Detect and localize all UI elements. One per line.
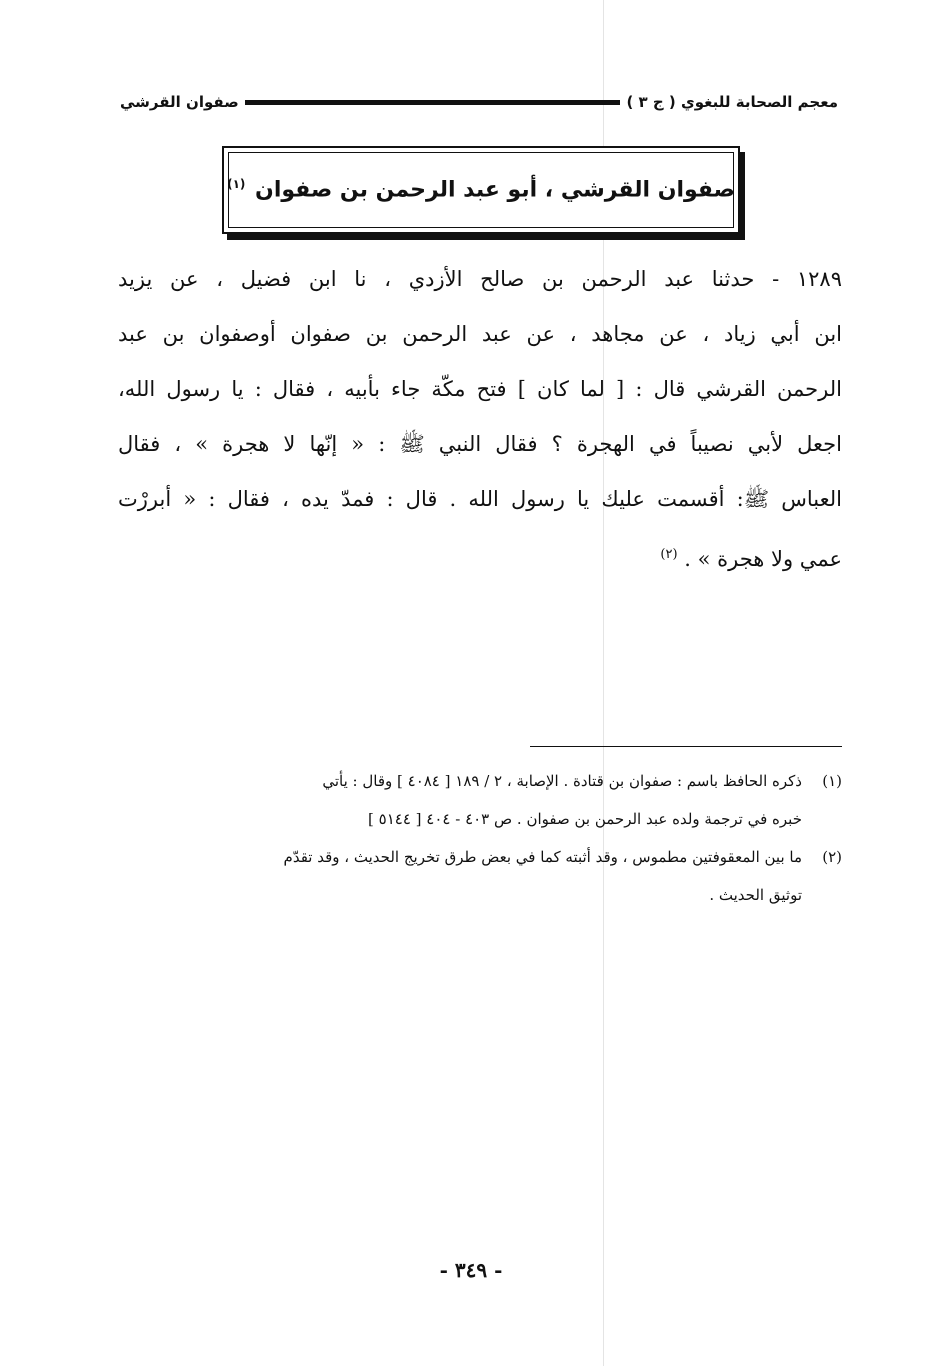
header-rule	[245, 100, 621, 105]
header-book-title: معجم الصحابة للبغوي ( ج ٣ )	[626, 93, 838, 111]
body-line: ابن أبي زياد ، عن مجاهد ، عن عبد الرحمن بن صفوان أوصفوان بن عبد	[118, 322, 842, 346]
footnote-number: (١)	[822, 772, 842, 790]
title-footnote-ref: (١)	[227, 177, 246, 192]
footnote-separator	[530, 746, 842, 747]
footnote-text	[118, 838, 802, 914]
hadith-text	[118, 252, 842, 587]
body-line-text: عمي ولا هجرة » .	[684, 547, 842, 571]
footnote-text	[118, 762, 802, 838]
footnote-line: توثيق الحديث .	[709, 886, 802, 904]
running-header	[120, 86, 838, 118]
body-line: اجعل لأبي نصيباً في الهجرة ؟ فقال النبي ﷺ : « إنّها لا هجرة » ، فقال	[118, 432, 842, 456]
entry-title	[227, 177, 735, 202]
footnote-number: (٢)	[822, 848, 842, 866]
footnote-line: ما بين المعقوفتين مطموس ، وقد أثبته كما في بعض طرق تخريج الحديث ، وقد تقدّم	[283, 848, 802, 866]
body-line: الرحمن القرشي قال : [ لما كان ] فتح مكّة جاء بأبيه ، فقال : يا رسول الله،	[118, 377, 842, 401]
body-line-last	[118, 527, 842, 587]
footnote-item	[118, 762, 842, 838]
entry-title-text: صفوان القرشي ، أبو عبد الرحمن بن صفوان	[255, 177, 735, 203]
footnote-item	[118, 838, 842, 914]
footnote-line: خبره في ترجمة ولده عبد الرحمن بن صفوان . ص ٤٠٣ - ٤٠٤ [ ٥١٤٤ ]	[368, 810, 802, 828]
header-entry-name: صفوان القرشي	[120, 93, 239, 111]
entry-title-box	[222, 146, 740, 234]
body-line: العباس ﷺ: أقسمت عليك يا رسول الله . قال : فمدّ يده ، فقال : « أبررْت	[118, 487, 842, 511]
footnote-line: ذكره الحافظ باسم : صفوان بن قتادة . الإصابة ، ٢ / ١٨٩ [ ٤٠٨٤ ] وقال : يأتي	[322, 772, 802, 790]
footnotes	[118, 762, 842, 914]
body-footnote-ref: (٢)	[660, 547, 678, 562]
page-number: - ٣٤٩ -	[439, 1258, 503, 1282]
body-line: ١٢٨٩ - حدثنا عبد الرحمن بن صالح الأزدي ، نا ابن فضيل ، عن يزيد	[118, 267, 842, 291]
